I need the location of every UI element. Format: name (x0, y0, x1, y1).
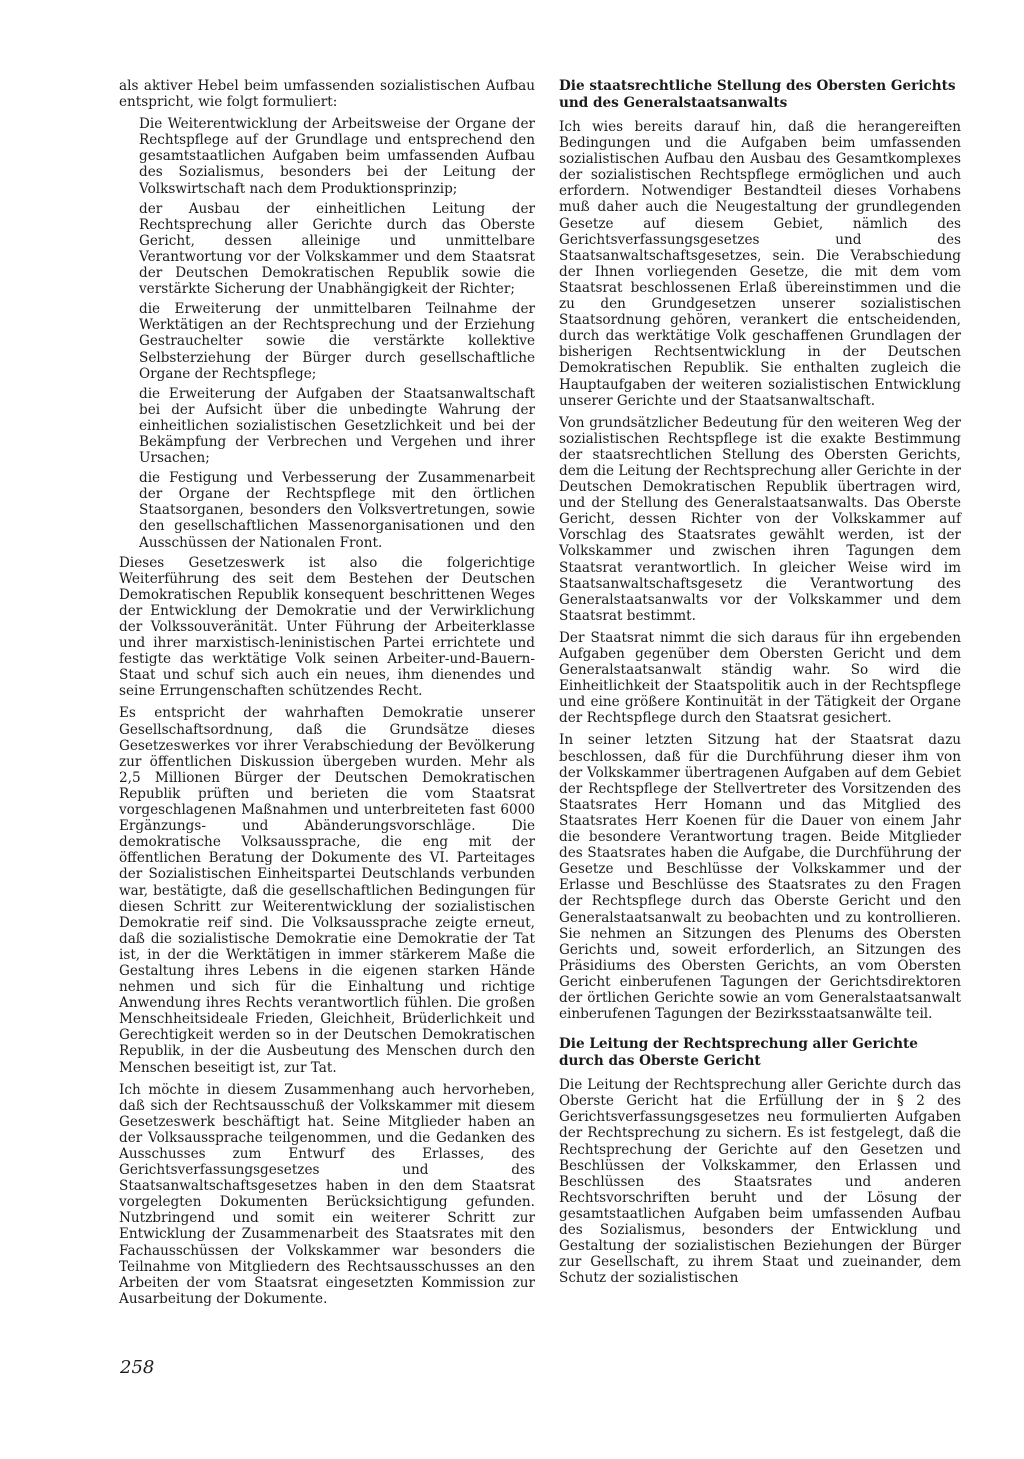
page-number: 258 (120, 1357, 155, 1378)
paragraph: Es entspricht der wahrhaften Demokratie unserer Gesellschaftsordnung, daß die Grundsätze dieses Gesetzeswerkes vor ihrer Verabschiedung der Bevölkerung zur öffentlichen Diskussion übergeben wurden. Mehr als 2,5 Millionen Bürger der Deutschen Demokratischen Republik prüften und berieten die vom Staatsrat vorgeschlagenen Maßnahmen und unterbreiteten fast 6000 Ergänzungs- und Abänderungsvorschläge. Die demokratische Volksaussprache, die eng mit der öffentlichen Beratung der Dokumente des VI. Parteitages der Sozialistischen Einheitspartei Deutschlands verbunden war, bestätigte, daß die gesellschaftlichen Bedingungen für diesen Schritt zur Weiterentwicklung der sozialistischen Demokratie reif sind. Die Volksaussprache zeigte erneut, daß die sozialistische Demokratie eine Demokratie der Tat ist, in der die Werktätigen in immer stärkerem Maße die Gestaltung ihres Lebens in die eigenen starken Hände nehmen und sich für die Einhaltung und richtige Anwendung ihres Rechts verantwortlich fühlen. Die großen Menschheitsideale Frieden, Gleichheit, Brüderlichkeit und Gerechtigkeit werden so in der Deutschen Demokratischen Republik, in der die Ausbeutung des Menschen durch den Menschen beseitigt ist, zur Tat. (119, 705, 535, 1076)
list-item: die Erweiterung der unmittelbaren Teilnahme der Werktätigen an der Rechtsprechung und der Erziehung Gestrauchelter sowie die verstärkte kollektive Selbsterziehung der Bürger durch gesellschaftliche Organe der Rechtspflege; (139, 301, 535, 382)
paragraph: Dieses Gesetzeswerk ist also die folgerichtige Weiterführung des seit dem Bestehen der Deutschen Demokratischen Republik konsequent beschrittenen Weges der Entwicklung der Demokratie und der Verwirklichung der Volkssouveränität. Unter Führung der Arbeiterklasse und ihrer marxistisch-leninistischen Partei errichtete und festigte das werktätige Volk seinen Arbeiter-und-Bauern-Staat und schuf sich auch ein neues, ihm dienendes und seine Errungenschaften schützendes Recht. (119, 554, 535, 700)
paragraph: In seiner letzten Sitzung hat der Staatsrat dazu beschlossen, daß für die Durchführung dieser ihm von der Volkskammer übertragenen Aufgaben auf dem Gebiet der Rechtspflege der Stellvertreter des Vorsitzenden des Staatsrates Herr Homann und das Mitglied des Staatsrates Herr Koenen für die Dauer von einem Jahr die besondere Verantwortung tragen. Beide Mitglieder des Staatsrates haben die Aufgabe, die Durchführung der Gesetze und Beschlüsse der Volkskammer und der Erlasse und Beschlüsse des Staatsrates zu den Fragen der Rechtspflege durch das Oberste Gericht und den Generalstaatsanwalt zu beobachten und zu kontrollieren. Sie nehmen an Sitzungen des Plenums des Obersten Gerichts und, soweit erforderlich, an Sitzungen des Präsidiums des Obersten Gerichts, an vom Obersten Gericht einberufenen Tagungen der Gerichtsdirektoren der örtlichen Gerichte sowie an vom Generalstaatsanwalt einberufenen Tagungen der Bezirksstaatsanwälte teil. (559, 732, 961, 1023)
section-heading: Die staatsrechtliche Stellung des Obersten Gerichts und des Generalstaatsanwalts (559, 78, 956, 111)
paragraph: Ich wies bereits darauf hin, daß die herangereiften Bedingungen und die Aufgaben beim umfassenden sozialistischen Aufbau den Ausbau des Gesamtkomplexes der sozialistischen Rechtspflege ermöglichen und auch erfordern. Notwendiger Bestandteil dieses Vorhabens muß daher auch die Neugestaltung der grundlegenden Gesetze auf diesem Gebiet, nämlich des Gerichtsverfassungsgesetzes und des Staatsanwaltschaftsgesetzes, sein. Die Verabschiedung der Ihnen vorliegenden Gesetze, die mit dem vom Staatsrat beschlossenen Erlaß übereinstimmen und die zu den Grundgesetzen unserer sozialistischen Staatsordnung gehören, verankert die entscheidenden, durch das werktätige Volk geschaffenen Grundlagen der bisherigen Rechtsentwicklung in der Deutschen Demokratischen Republik. Sie enthalten zugleich die Hauptaufgaben der weiteren sozialistischen Entwicklung unserer Gerichte und der Staatsanwaltschaft. (559, 119, 961, 409)
list-item: der Ausbau der einheitlichen Leitung der Rechtsprechung aller Gerichte durch das Oberste Gericht, dessen alleinige und unmittelbare Verantwortung vor der Volkskammer und dem Staatsrat der Deutschen Demokratischen Republik sowie die verstärkte Sicherung der Unabhängigkeit der Richter; (139, 200, 535, 298)
paragraph: Ich möchte in diesem Zusammenhang auch hervorheben, daß sich der Rechtsausschuß der Volkskammer mit diesem Gesetzeswerk beschäftigt hat. Seine Mitglieder haben an der Volksaussprache teilgenommen, und die Gedanken des Ausschusses zum Entwurf des Erlasses, des Gerichtsverfassungsgesetzes und des Staatsanwaltschaftsgesetzes haben in den dem Staatsrat vorgelegten Dokumenten Berücksichtigung gefunden. Nutzbringend und somit ein weiterer Schritt zur Entwicklung der Zusammenarbeit des Staatsrates mit den Fachausschüssen der Volkskammer war besonders die Teilnahme von Mitgliedern des Rechtsausschusses an den Arbeiten der vom Staatsrat eingesetzten Kommission zur Ausarbeitung der Dokumente. (119, 1081, 535, 1307)
paragraph: Der Staatsrat nimmt die sich daraus für ihn ergebenden Aufgaben gegenüber dem Obersten Gericht und dem Generalstaatsanwalt ständig wahr. So wird die Einheitlichkeit der Staatspolitik auch in der Rechtspflege und eine größere Kontinuität in der Tätigkeit der Organe der Rechtspflege durch den Staatsrat gesichert. (559, 629, 961, 727)
list-item: die Festigung und Verbesserung der Zusammenarbeit der Organe der Rechtspflege mit den örtlichen Staatsorganen, besonders den Volksvertretungen, sowie den gesellschaftlichen Massenorganisationen und den Ausschüssen der Nationalen Front. (139, 470, 535, 551)
left-column (119, 78, 535, 1313)
intro-paragraph: als aktiver Hebel beim umfassenden sozialistischen Aufbau entspricht, wie folgt formuliert: (119, 78, 535, 111)
right-column (559, 78, 961, 1292)
list-item: die Erweiterung der Aufgaben der Staatsanwaltschaft bei der Aufsicht über die unbedingte Wahrung der einheitlichen sozialistischen Gesetzlichkeit und bei der Bekämpfung der Verbrechen und Vergehen und ihrer Ursachen; (139, 385, 535, 467)
section-heading: Die Leitung der Rechtsprechung aller Gerichte durch das Oberste Gericht (559, 1036, 918, 1069)
list (119, 116, 535, 550)
list-item: Die Weiterentwicklung der Arbeitsweise der Organe der Rechtspflege auf der Grundlage und entsprechend den gesamtstaatlichen Aufgaben beim umfassenden Aufbau des Sozialismus, besonders bei der Leitung der Volkswirtschaft nach dem Produktionsprinzip; (139, 116, 535, 197)
paragraph: Die Leitung der Rechtsprechung aller Gerichte durch das Oberste Gericht hat die Erfüllung der in § 2 des Gerichtsverfassungsgesetzes neu formulierten Aufgaben der Rechtsprechung zu sichern. Es ist festgelegt, daß die Rechtsprechung der Gerichte auf den Gesetzen und Beschlüssen der Volkskammer, den Erlassen und Beschlüssen des Staatsrates und anderen Rechtsvorschriften beruht und der Lösung der gesamtstaatlichen Aufgaben beim umfassenden Aufbau des Sozialismus, besonders der Entwicklung und Gestaltung der sozialistischen Beziehungen der Bürger zur Gesellschaft, zu ihrem Staat und zueinander, dem Schutz der sozialistischen (559, 1077, 961, 1287)
paragraph: Von grundsätzlicher Bedeutung für den weiteren Weg der sozialistischen Rechtspflege ist die exakte Bestimmung der staatsrechtlichen Stellung des Obersten Gerichts, dem die Leitung der Rechtsprechung aller Gerichte in der Deutschen Demokratischen Republik übertragen wird, und der Stellung des Generalstaatsanwalts. Das Oberste Gericht, dessen Richter von der Volkskammer auf Vorschlag des Staatsrates gewählt werden, ist der Volkskammer und zwischen ihren Tagungen dem Staatsrat verantwortlich. In gleicher Weise wird im Staatsanwaltschaftsgesetz die Verantwortung des Generalstaatsanwalts vor der Volkskammer und dem Staatsrat bestimmt. (559, 414, 961, 624)
